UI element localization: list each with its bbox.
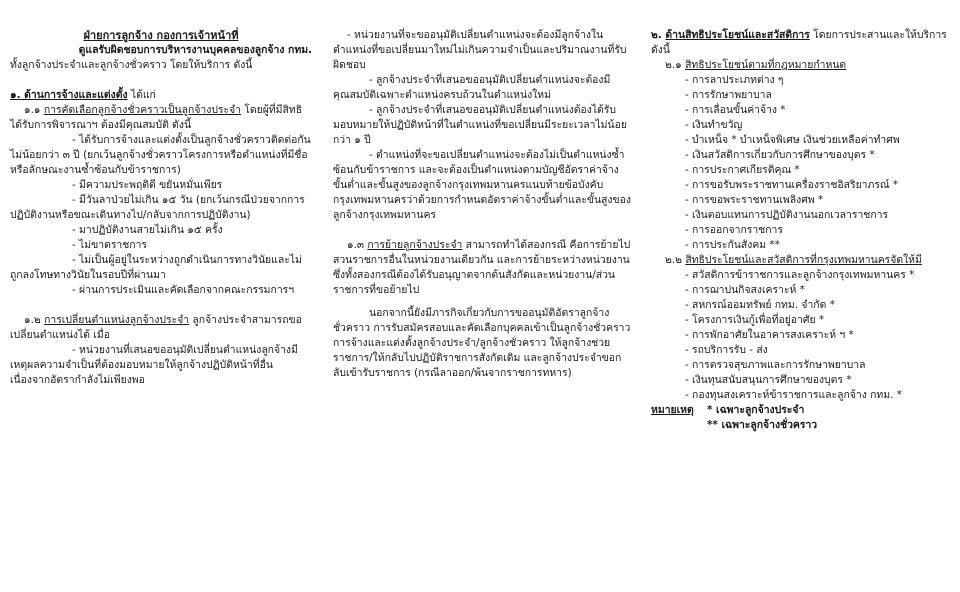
additional-duties-paragraph: นอกจากนี้ยังมีภารกิจเกี่ยวกับการขออนุมัติอัตราลูกจ้างชั่วคราว การรับสมัครสอบและคัดเลือกบุคคลเข้าเป็นลูกจ้างชั่วคราว การจ้างและแต่งตั้งลูกจ้างประจำ/ลูกจ้างชั่วคราว ให้ลูกจ้างช่วยราชการ/ให้กลับไปปฏิบัติราชการสังกัดเดิม และลูกจ้างประจำขอกลับเข้ารับราชการ (กรณีลาออก/พ้นจากราชการทหาร) bbox=[333, 307, 631, 379]
qualification-item: - มีความประพฤติดี ขยันหมั่นเพียร bbox=[72, 179, 223, 191]
welfare-item: - การฌาปนกิจสงเคราะห์ * bbox=[685, 284, 805, 296]
qualification-item: - ไม่ขาดราชการ bbox=[72, 239, 147, 251]
section-1-heading bbox=[10, 88, 312, 103]
note-temporary-only: ** เฉพาะลูกจ้างชั่วคราว bbox=[707, 419, 818, 431]
section-2-title: ด้านสิทธิประโยชน์และสวัสดิการ bbox=[665, 29, 810, 41]
section-1-3-number: ๑.๓ bbox=[347, 239, 368, 251]
benefit-item: - การขอพระราชทานเพลิงศพ * bbox=[685, 194, 824, 206]
benefit-item: - การเลื่อนขั้นค่าจ้าง * bbox=[685, 104, 786, 116]
section-1-1 bbox=[10, 103, 312, 133]
benefit-item: - การประกาศเกียรติคุณ * bbox=[685, 164, 800, 176]
benefit-item: - การขอรับพระราชทานเครื่องราชอิสริยาภรณ์ * bbox=[685, 179, 899, 191]
section-1-3 bbox=[333, 238, 631, 298]
note-label: หมายเหตุ bbox=[651, 404, 694, 416]
column-middle bbox=[333, 28, 631, 381]
qualification-item: - ได้รับการจ้างและแต่งตั้งเป็นลูกจ้างชั่วคราวติดต่อกันไม่น้อยกว่า ๓ ปี (ยกเว้นลูกจ้างชั่วคราวโครงการหรือตำแหน่งที่มีชื่อหรือลักษณะงานซ้ำซ้อนกับข้าราชการ) bbox=[10, 134, 311, 176]
position-change-condition: - หน่วยงานที่จะขออนุมัติเปลี่ยนตำแหน่งจะต้องมีลูกจ้างในตำแหน่งที่ขอเปลี่ยนมาใหม่ไม่เกินความจำเป็นและปริมาณงานที่รับผิดชอบ bbox=[333, 29, 627, 71]
qualification-item: - มีวันลาป่วยไม่เกิน ๑๕ วัน (ยกเว้นกรณีป่วยจากการปฏิบัติงานหรือขณะเดินทางไป/กลับจากการปฏิบัติงาน) bbox=[10, 194, 305, 221]
section-1-1-number: ๑.๑ bbox=[24, 104, 44, 116]
section-2-2-title: สิทธิประโยชน์และสวัสดิการที่กรุงเทพมหานครจัดให้มี bbox=[685, 254, 922, 266]
heading-division bbox=[10, 28, 312, 43]
benefit-item: - เงินทำขวัญ bbox=[685, 119, 743, 131]
section-1-2-text: ลูกจ้างประจำสามารถขอเปลี่ยนตำแหน่งได้ เมื่อ bbox=[10, 314, 302, 341]
section-1-title: ๑. ด้านการจ้างและแต่งตั้ง bbox=[10, 89, 128, 101]
section-2-heading bbox=[651, 28, 951, 58]
position-change-condition: - ลูกจ้างประจำที่เสนอขออนุมัติเปลี่ยนตำแหน่งจะต้องมีคุณสมบัติเฉพาะตำแหน่งครบถ้วนในตำแหน่งใหม่ bbox=[333, 74, 611, 101]
benefit-item: - เงินตอบแทนการปฏิบัติงานนอกเวลาราชการ bbox=[685, 209, 889, 221]
position-change-condition: - ตำแหน่งที่จะขอเปลี่ยนตำแหน่งจะต้องไม่เป็นตำแหน่งซ้ำซ้อนกับข้าราชการ และจะต้องเป็นตำแหน่งตามบัญชีอัตราค่าจ้างขั้นต่ำและขั้นสูงของลูกจ้างกรุงเทพมหานครแนบท้ายข้อบังคับกรุงเทพมหานครว่าด้วยการกำหนดอัตราค่าจ้างขั้นต่ำและขั้นสูงของลูกจ้างกรุงเทพมหานคร bbox=[333, 149, 631, 221]
intro-text: ทั้งลูกจ้างประจำและลูกจ้างชั่วคราว โดยให้บริการ ดังนี้ bbox=[10, 59, 253, 71]
section-2-number: ๒. bbox=[651, 29, 666, 41]
section-1-1-title: การคัดเลือกลูกจ้างชั่วคราวเป็นลูกจ้างประจำ bbox=[43, 104, 241, 116]
position-change-condition: - ลูกจ้างประจำที่เสนอขออนุมัติเปลี่ยนตำแหน่งต้องได้รับมอบหมายให้ปฏิบัติหน้าที่ในตำแหน่งที่ขอเปลี่ยนมีระยะเวลาไม่น้อยกว่า ๑ ปี bbox=[333, 104, 627, 146]
benefit-item: - การออกจากราชการ bbox=[685, 224, 783, 236]
benefit-item: - บำเหน็จ * บำเหน็จพิเศษ เงินช่วยเหลือค่าทำศพ bbox=[685, 134, 900, 146]
heading-responsibility: ดูแลรับผิดชอบการบริหารงานบุคคลของลูกจ้าง กทม. bbox=[78, 44, 312, 56]
heading-division-text: ฝ่ายการลูกจ้าง กองการเจ้าหน้าที่ bbox=[83, 29, 239, 42]
benefit-item: - การลาประเภทต่าง ๆ bbox=[685, 74, 784, 86]
welfare-item: - การตรวจสุขภาพและการรักษาพยาบาล bbox=[685, 359, 866, 371]
section-1-2-title: การเปลี่ยนตำแหน่งลูกจ้างประจำ bbox=[44, 314, 190, 326]
section-2-text: โดยการประสานและให้บริการ ดังนี้ bbox=[651, 29, 947, 56]
section-2-2-heading bbox=[651, 253, 951, 268]
qualification-item: - ไม่เป็นผู้อยู่ในระหว่างถูกดำเนินการทางวินัยและไม่ถูกลงโทษทางวินัยในรอบปีที่ผ่านมา bbox=[10, 254, 302, 281]
section-1-3-text: สามารถทำได้สองกรณี คือการย้ายไปสวนราชการอื่นในหน่วยงานเดียวกัน และการย้ายระหว่างหน่วยงาน ซึ่งทั้งสองกรณีต้องได้รับอนุญาตจากต้นสังกัดและหน่วยงาน/ส่วนราชการที่ขอย้ายไป bbox=[333, 239, 631, 296]
section-1-after: ได้แก่ bbox=[127, 89, 156, 101]
welfare-item: - สวัสดิการข้าราชการและลูกจ้างกรุงเทพมหานคร * bbox=[685, 269, 915, 281]
section-2-1-number: ๒.๑ bbox=[665, 59, 686, 71]
position-change-condition: - หน่วยงานที่เสนอขออนุมัติเปลี่ยนตำแหน่งลูกจ้างมีเหตุผลความจำเป็นที่ต้องมอบหมายให้ลูกจ้างปฏิบัติหน้าที่อื่นเนื่องจากอัตรากำลังไม่เพียงพอ bbox=[10, 344, 298, 386]
note-permanent-only: * เฉพาะลูกจ้างประจำ bbox=[707, 404, 805, 416]
section-1-2-number: ๑.๒ bbox=[24, 314, 45, 326]
note-row bbox=[651, 418, 951, 433]
section-2-2-number: ๒.๒ bbox=[665, 254, 686, 266]
section-1-1-text: โดยผู้ที่มีสิทธิได้รับการพิจารณาฯ ต้องมีคุณสมบัติ ดังนี้ bbox=[10, 104, 303, 131]
welfare-item: - กองทุนสงเคราะห์ข้าราชการและลูกจ้าง กทม. * bbox=[685, 389, 902, 401]
benefit-item: - การประกันสังคม ** bbox=[685, 239, 780, 251]
section-2-1-title: สิทธิประโยชน์ตามที่กฎหมายกำหนด bbox=[685, 59, 847, 71]
column-left bbox=[10, 28, 312, 388]
qualification-item: - ผ่านการประเมินและคัดเลือกจากคณะกรรมการฯ bbox=[72, 284, 295, 296]
welfare-item: - เงินทุนสนับสนุนการศึกษาของบุตร * bbox=[685, 374, 852, 386]
welfare-item: - การพักอาศัยในอาคารสงเคราะห์ ฯ * bbox=[685, 329, 854, 341]
welfare-item: - สหกรณ์ออมทรัพย์ กทม. จำกัด * bbox=[685, 299, 835, 311]
welfare-item: - โครงการเงินกู้เพื่อที่อยู่อาศัย * bbox=[685, 314, 825, 326]
section-1-3-title: การย้ายลูกจ้างประจำ bbox=[367, 239, 463, 251]
section-1-2 bbox=[10, 313, 312, 343]
benefit-item: - เงินสวัสดิการเกี่ยวกับการศึกษาของบุตร * bbox=[685, 149, 875, 161]
benefit-item: - การรักษาพยาบาล bbox=[685, 89, 772, 101]
qualification-item: - มาปฏิบัติงานสายไม่เกิน ๑๕ ครั้ง bbox=[72, 224, 223, 236]
welfare-item: - รถบริการรับ - ส่ง bbox=[685, 344, 768, 356]
column-right bbox=[651, 28, 951, 433]
note-row bbox=[651, 403, 951, 418]
section-2-1-heading bbox=[651, 58, 951, 73]
